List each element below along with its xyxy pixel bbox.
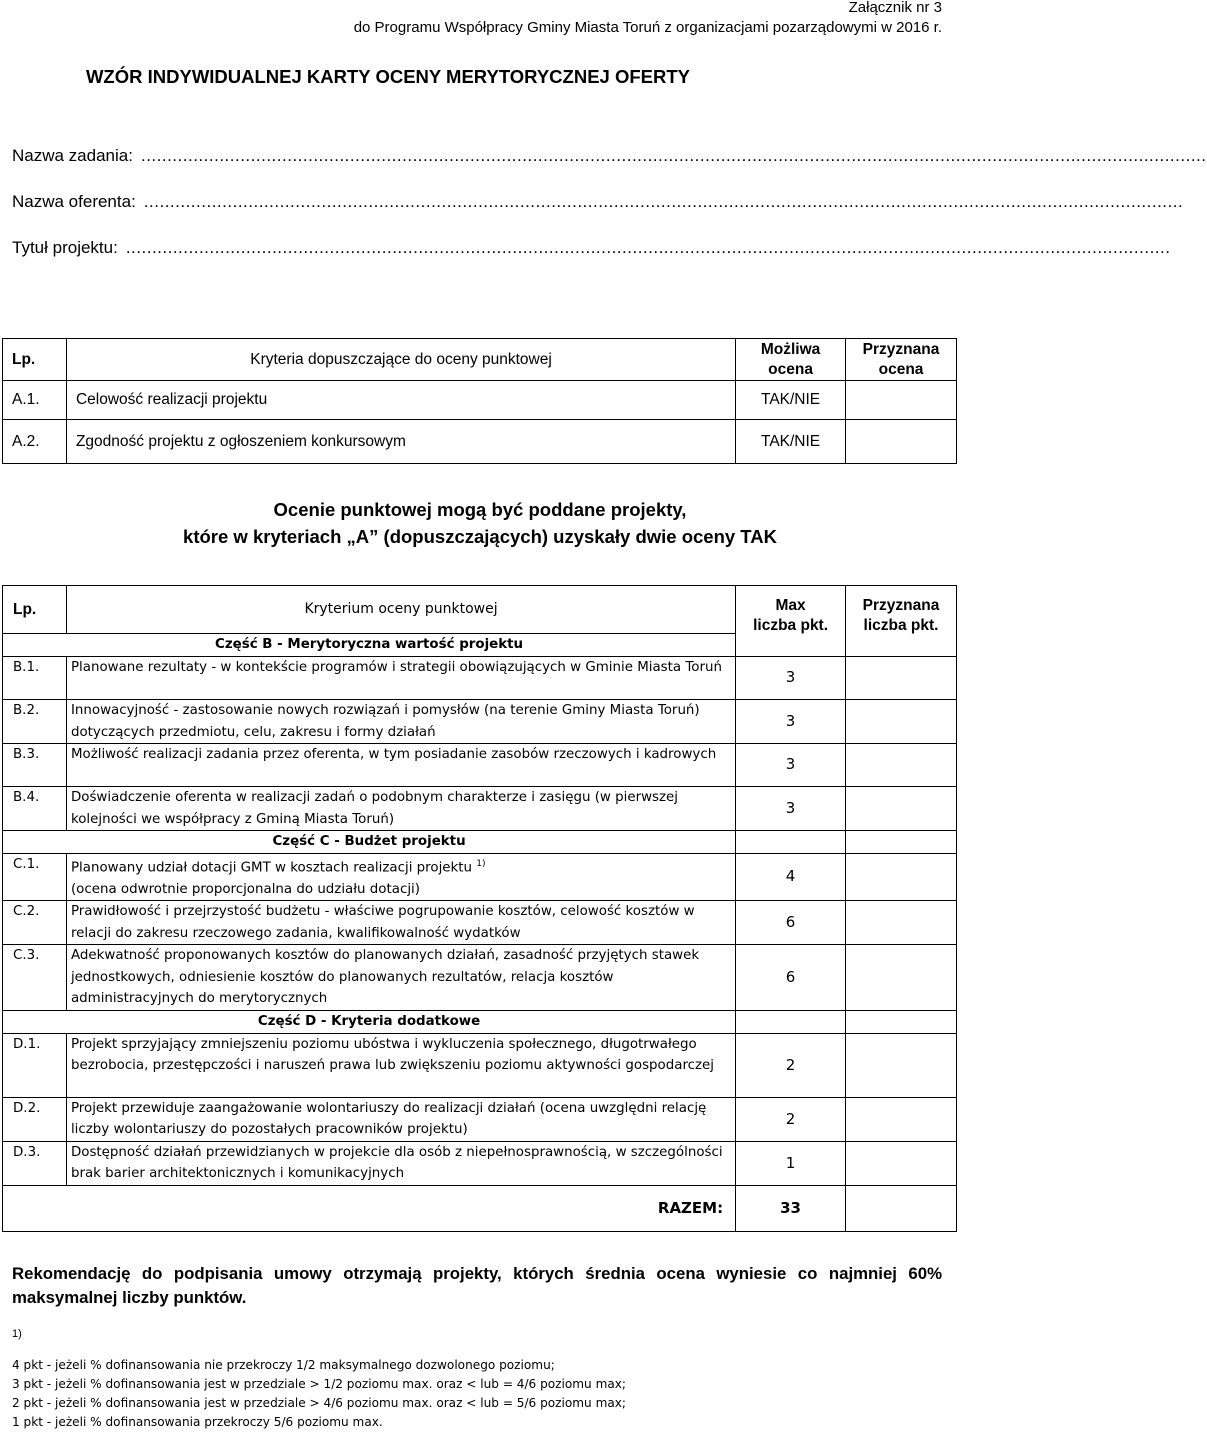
row-criterion: Prawidłowość i przejrzystość budżetu - właściwe pogrupowanie kosztów, celowość kosztów w relacji do zakresu rzeczowego zadania, kwalifikowalność wydatków — [66, 901, 735, 945]
row-criterion: Innowacyjność - zastosowanie nowych rozwiązań i pomysłów (na terenie Gminy Miasta Toruń) dotyczących przedmiotu, celu, zakresu i formy działań — [66, 700, 735, 744]
section-d-header — [3, 1010, 957, 1033]
bidder-name-dots: ....................................................................................................................................................................................................... — [143, 192, 1184, 211]
row-granted-cell[interactable] — [846, 420, 957, 464]
table-row — [3, 854, 957, 901]
row-lp: D.1. — [3, 1033, 67, 1097]
row-criterion — [66, 854, 735, 901]
row-granted-cell[interactable] — [846, 1033, 957, 1097]
criterion-header: Kryterium oceny punktowej — [66, 586, 735, 634]
granted-score-header — [846, 339, 957, 381]
total-label: RAZEM: — [3, 1185, 736, 1231]
eligibility-note-line2: które w kryteriach „A” (dopuszczających) uzyskały dwie oceny TAK — [183, 526, 777, 547]
table-row — [3, 945, 957, 1011]
total-granted-cell[interactable] — [846, 1185, 957, 1231]
attachment-program: do Programu Współpracy Gminy Miasta Toruń z organizacjami pozarządowymi w 2016 r. — [353, 19, 942, 36]
scoring-table — [2, 585, 957, 1232]
row-granted-cell[interactable] — [846, 1141, 957, 1185]
possible-score-line2: ocena — [768, 360, 813, 378]
document-title: WZÓR INDYWIDUALNEJ KARTY OCENY MERYTORYCZNEJ OFERTY — [85, 66, 691, 87]
row-granted-cell[interactable] — [846, 854, 957, 901]
row-possible-value: TAK/NIE — [736, 381, 846, 420]
eligibility-note-line1: Ocenie punktowej mogą być poddane projekty, — [273, 499, 687, 520]
section-d-title: Część D - Kryteria dodatkowe — [3, 1010, 736, 1033]
row-possible-value: TAK/NIE — [736, 420, 846, 464]
total-value: 33 — [736, 1185, 846, 1231]
row-criterion-text: Planowany udział dotacji GMT w kosztach realizacji projektu — [70, 860, 473, 876]
table-row — [3, 700, 957, 744]
row-granted-cell[interactable] — [846, 381, 957, 420]
table-row — [3, 744, 957, 787]
row-granted-cell[interactable] — [846, 787, 957, 831]
bidder-name-label: Nazwa oferenta: — [12, 192, 136, 211]
row-lp: B.1. — [3, 657, 67, 700]
eligibility-note — [0, 496, 960, 550]
row-lp: B.3. — [3, 744, 67, 787]
attachment-number: Załącznik nr 3 — [848, 0, 942, 16]
table-row — [3, 657, 957, 700]
row-max-points: 3 — [736, 744, 846, 787]
max-points-header — [736, 586, 846, 657]
granted-points-line2: liczba pkt. — [863, 617, 939, 634]
empty-cell — [736, 1010, 846, 1033]
task-name-dots: ............................................................................................................................................................................................................ — [140, 146, 1207, 165]
table-row — [3, 381, 957, 420]
footnote-mark: 1) — [12, 1328, 22, 1340]
recommendation-text: Rekomendację do podpisania umowy otrzymają projekty, których średnia ocena wyniesie co najmniej 60% maksymalnej liczby punktów. — [12, 1264, 942, 1307]
row-lp: D.2. — [3, 1097, 67, 1141]
row-max-points: 1 — [736, 1141, 846, 1185]
table-row — [3, 787, 957, 831]
footnote-list — [12, 1356, 626, 1432]
total-row — [3, 1185, 957, 1231]
row-granted-cell[interactable] — [846, 700, 957, 744]
table-row — [3, 1033, 957, 1097]
admission-header-row — [3, 339, 957, 381]
task-name-field[interactable] — [12, 146, 1207, 166]
section-c-header — [3, 831, 957, 854]
footnote-ref: 1) — [476, 859, 486, 869]
row-max-points: 4 — [736, 854, 846, 901]
row-max-points: 3 — [736, 657, 846, 700]
granted-points-line1: Przyznana — [862, 597, 940, 614]
row-criterion: Zgodność projektu z ogłoszeniem konkursowym — [66, 420, 735, 464]
row-criterion: Adekwatność proponowanych kosztów do planowanych działań, zasadność przyjętych stawek jednostkowych, odniesienie kosztów do planowanych rezultatów, relacja kosztów administracyjnych do merytorycznych — [66, 945, 735, 1011]
lp-header: Lp. — [3, 339, 67, 381]
row-max-points: 3 — [736, 787, 846, 831]
table-row — [3, 901, 957, 945]
row-granted-cell[interactable] — [846, 1097, 957, 1141]
row-criterion: Doświadczenie oferenta w realizacji zadań o podobnym charakterze i zasięgu (w pierwszej kolejności we współpracy z Gminą Miasta Toruń) — [66, 787, 735, 831]
footnote-line: 4 pkt - jeżeli % dofinansowania nie przekroczy 1/2 maksymalnego dozwolonego poziomu; — [12, 1358, 555, 1372]
row-granted-cell[interactable] — [846, 945, 957, 1011]
footnote-line: 2 pkt - jeżeli % dofinansowania jest w przedziale > 4/6 poziomu max. oraz < lub = 5/6 poziomu max; — [12, 1396, 626, 1410]
row-granted-cell[interactable] — [846, 657, 957, 700]
granted-points-header — [846, 586, 957, 657]
row-max-points: 3 — [736, 700, 846, 744]
row-criterion: Celowość realizacji projektu — [66, 381, 735, 420]
task-name-label: Nazwa zadania: — [12, 146, 133, 165]
row-lp: C.2. — [3, 901, 67, 945]
table-row — [3, 1141, 957, 1185]
max-points-line2: liczba pkt. — [753, 617, 829, 634]
section-b-title: Część B - Merytoryczna wartość projektu — [3, 634, 736, 657]
row-criterion: Dostępność działań przewidzianych w projekcie dla osób z niepełnosprawnością, w szczególności brak barier architektonicznych i komunikacyjnych — [66, 1141, 735, 1185]
row-lp: A.2. — [3, 420, 67, 464]
row-lp: C.3. — [3, 945, 67, 1011]
project-title-field[interactable] — [12, 238, 1171, 258]
row-granted-cell[interactable] — [846, 744, 957, 787]
possible-score-header — [736, 339, 846, 381]
criteria-header: Kryteria dopuszczające do oceny punktowej — [66, 339, 735, 381]
row-lp: B.2. — [3, 700, 67, 744]
lp-header: Lp. — [3, 586, 67, 634]
footnote-line: 1 pkt - jeżeli % dofinansowania przekroczy 5/6 poziomu max. — [12, 1415, 383, 1429]
row-max-points: 2 — [736, 1033, 846, 1097]
row-criterion: Projekt przewiduje zaangażowanie wolontariuszy do realizacji działań (ocena uwzględni relację liczby wolontariuszy do pozostałych pracowników projektu) — [66, 1097, 735, 1141]
empty-cell — [846, 1010, 957, 1033]
table-row — [3, 420, 957, 464]
admission-criteria-table — [2, 338, 957, 464]
bidder-name-field[interactable] — [12, 192, 1184, 212]
project-title-dots: ........................................................................................................................................................................................................ — [125, 238, 1171, 257]
footnote-line: 3 pkt - jeżeli % dofinansowania jest w przedziale > 1/2 poziomu max. oraz < lub = 4/6 poziomu max; — [12, 1377, 626, 1391]
row-criterion: Projekt sprzyjający zmniejszeniu poziomu ubóstwa i wykluczenia społecznego, długotrwałego bezrobocia, przestępczości i naruszeń prawa lub zwiększeniu poziomu aktywności gospodarczej — [66, 1033, 735, 1097]
table-row — [3, 1097, 957, 1141]
row-criterion: Możliwość realizacji zadania przez oferenta, w tym posiadanie zasobów rzeczowych i kadrowych — [66, 744, 735, 787]
row-max-points: 6 — [736, 945, 846, 1011]
row-granted-cell[interactable] — [846, 901, 957, 945]
row-lp: C.1. — [3, 854, 67, 901]
project-title-label: Tytuł projektu: — [12, 238, 118, 257]
row-lp: A.1. — [3, 381, 67, 420]
row-lp: D.3. — [3, 1141, 67, 1185]
possible-score-line1: Możliwa — [760, 340, 821, 358]
granted-score-line2: ocena — [878, 360, 924, 378]
section-c-title: Część C - Budżet projektu — [3, 831, 736, 854]
row-max-points: 2 — [736, 1097, 846, 1141]
max-points-line1: Max — [775, 597, 806, 614]
scoring-header-row — [3, 586, 957, 634]
empty-cell — [846, 831, 957, 854]
granted-score-line1: Przyznana — [862, 340, 940, 358]
row-lp: B.4. — [3, 787, 67, 831]
row-max-points: 6 — [736, 901, 846, 945]
row-criterion-text2: (ocena odwrotnie proporcjonalna do udziału dotacji) — [70, 881, 420, 897]
row-criterion: Planowane rezultaty - w kontekście programów i strategii obowiązujących w Gminie Miasta Toruń — [66, 657, 735, 700]
empty-cell — [736, 831, 846, 854]
